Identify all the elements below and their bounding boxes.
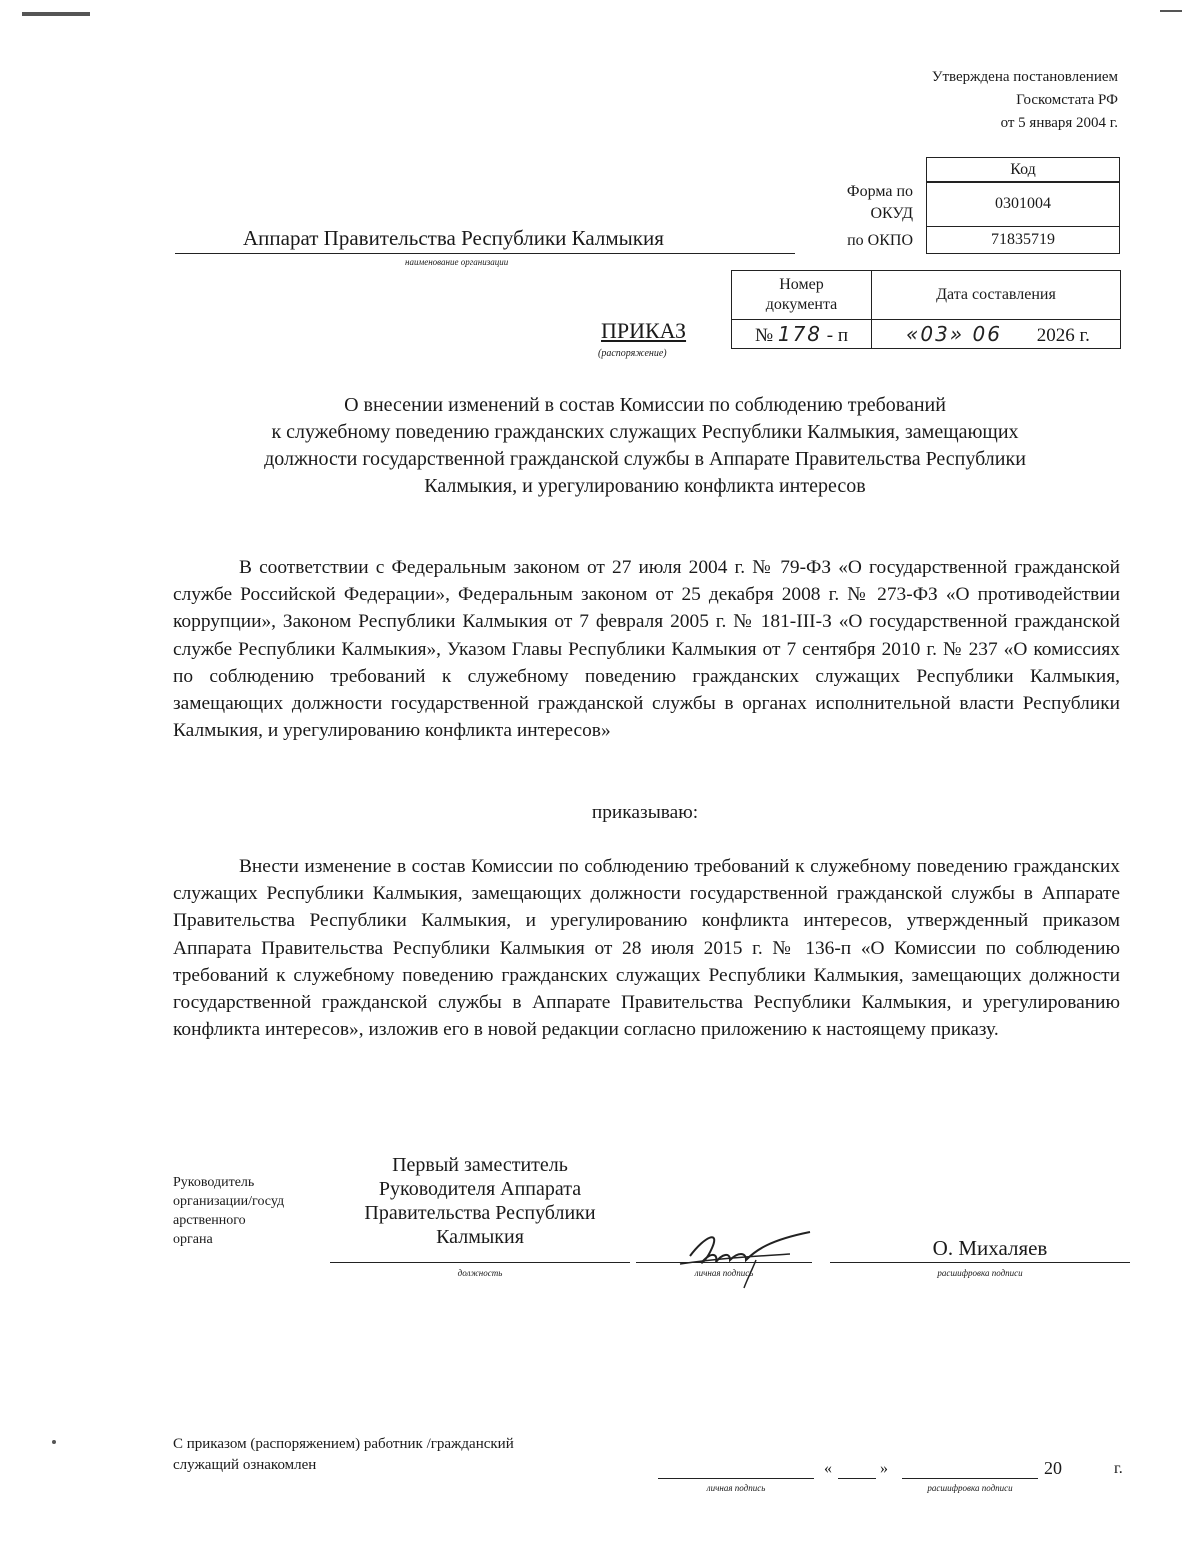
signatory-role: Руководитель организации/госуд арственного органа <box>173 1175 285 1247</box>
scan-mark-top-right <box>1160 10 1182 12</box>
handwritten-date: «03» 06 <box>906 321 1002 346</box>
name-caption: расшифровка подписи <box>937 1268 1023 1278</box>
order-paragraph: Внести изменение в состав Комиссии по соблюдению требований к служебному поведению гражданских служащих Республики Калмыкия, замещающих должности государственной гражданской службы в Аппарате Правительства Республики Калмыкия, и урегулированию конфликта интересов, утвержденный приказом Аппарата Правительства Республики Калмыкия от 28 июля 2015 г. № 136-п «О Комиссии по соблюдению требований к служебному поведению гражданских служащих Республики Калмыкия, замещающих должности государственной гражданской службы в Аппарате Правительства Республики Калмыкия, и урегулированию конфликта интересов», изложив его в новой редакции согласно приложению к настоящему приказу. <box>173 856 1120 1041</box>
okud-cell <box>926 181 1120 227</box>
ack-name-line <box>902 1478 1038 1479</box>
document-title: О внесении изменений в состав Комиссии по соблюдению требований к служебному поведению гражданских служащих Республики Калмыкия, замещающих должности государственной гражданской службы в Аппарате Правительства Республики Калмыкия, и урегулированию конфликта интересов <box>264 394 1026 497</box>
organization-caption: наименование организации <box>405 257 509 267</box>
code-header-cell <box>926 157 1120 183</box>
approval-note <box>932 66 1118 135</box>
number-header-cell: Номер документа <box>732 271 872 320</box>
ack-quote-close: » <box>880 1460 888 1477</box>
basis-paragraph: В соответствии с Федеральным законом от 27 июля 2004 г. № 79-ФЗ «О государственной гражданской службе Российской Федерации», Федеральным законом от 25 декабря 2008 г. № 273-ФЗ «О противодействии коррупции», Законом Республики Калмыкия от 7 февраля 2005 г. № 181-III-З «О государственной гражданской службе Республики Калмыкия», Указом Главы Республики Калмыкия от 7 сентября 2010 г. № 237 «О комиссиях по соблюдению требований к служебному поведению гражданских служащих Республики Калмыкия, замещающих должности государственной гражданской службы в органах исполнительной власти Республики Калмыкия, и урегулированию конфликта интересов» <box>173 557 1120 742</box>
handwritten-signature <box>660 1226 820 1290</box>
order-type-sub: (распоряжение) <box>598 348 667 359</box>
ack-signature-caption: личная подпись <box>706 1483 766 1493</box>
date-value-cell <box>872 320 1121 349</box>
date-header-cell: Дата составления <box>872 271 1121 320</box>
ack-signature-line <box>658 1478 814 1479</box>
handwritten-number: 178 <box>777 321 823 346</box>
signature-caption: личная подпись <box>694 1268 754 1278</box>
scan-dot <box>52 1440 56 1444</box>
number-value-cell: № 178 - п <box>732 320 872 349</box>
okpo-value: 71835719 <box>991 231 1055 248</box>
position-caption: должность <box>457 1268 503 1278</box>
order-type: ПРИКАЗ <box>601 318 687 343</box>
signatory-name: О. Михаляев <box>932 1236 1048 1260</box>
ack-day-line <box>838 1478 876 1479</box>
okud-label: Форма по ОКУД <box>846 183 913 222</box>
acknowledgement-text: С приказом (распоряжением) работник /гражданский служащий ознакомлен <box>173 1436 514 1473</box>
ack-name-caption: расшифровка подписи <box>927 1483 1013 1493</box>
position-line <box>330 1262 630 1263</box>
organization-name: Аппарат Правительства Республики Калмыкия <box>175 226 795 254</box>
ack-year-prefix: 20 <box>1044 1458 1062 1478</box>
approval-line-3: от 5 января 2004 г. <box>1000 115 1118 131</box>
okpo-cell <box>926 226 1120 254</box>
approval-line-2: Госкомстата РФ <box>1016 92 1118 108</box>
ack-quote-open: « <box>824 1460 832 1477</box>
code-header: Код <box>1010 161 1036 178</box>
okpo-label: по ОКПО <box>847 232 913 249</box>
scan-mark-top-left <box>22 12 90 16</box>
approval-line-1: Утверждена постановлением <box>931 69 1118 85</box>
document-number-table <box>731 270 1121 349</box>
signatory-position: Первый заместитель Руководителя Аппарата Правительства Республики Калмыкия <box>364 1154 596 1248</box>
command-word: приказываю: <box>591 802 699 823</box>
date-year: 2026 г. <box>1036 324 1090 346</box>
ack-year-suffix: г. <box>1114 1460 1123 1477</box>
okud-value: 0301004 <box>995 195 1051 212</box>
name-line <box>830 1262 1130 1263</box>
